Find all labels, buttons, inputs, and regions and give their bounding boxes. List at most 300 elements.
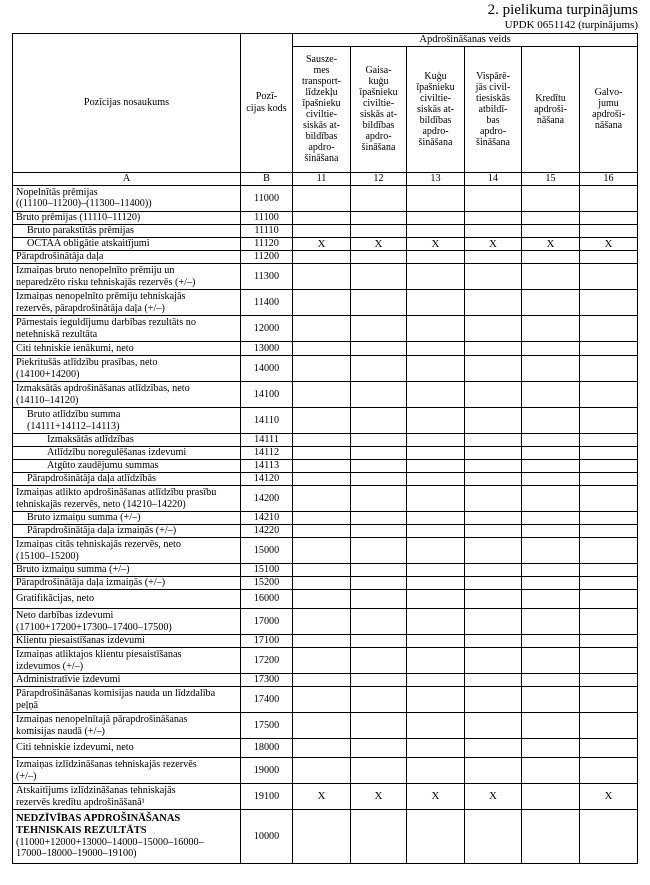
column-index-7: 16: [580, 172, 638, 185]
value-cell[interactable]: [465, 460, 522, 473]
value-cell[interactable]: [351, 460, 407, 473]
code-header: Pozī- cijas kods: [241, 34, 293, 173]
value-cell[interactable]: [522, 382, 580, 408]
value-cell[interactable]: [351, 408, 407, 434]
value-cell[interactable]: [293, 356, 351, 382]
form-code: UPDK 0651142 (turpinājums): [504, 19, 638, 31]
value-cell[interactable]: X: [407, 237, 465, 250]
value-cell[interactable]: [293, 342, 351, 356]
value-cell[interactable]: [351, 512, 407, 525]
value-cell[interactable]: [522, 211, 580, 224]
name-header: Pozīcijas nosaukums: [13, 34, 241, 173]
value-cell[interactable]: [465, 290, 522, 316]
row-label: Izmaiņas atliktajos klientu piesaistīšanas izdevumos (+/–): [13, 648, 241, 674]
value-cell[interactable]: [465, 674, 522, 687]
column-header-15: Kredītu apdroši- nāšana: [522, 46, 580, 172]
value-cell[interactable]: [465, 713, 522, 739]
table-row: [13, 434, 638, 447]
value-cell[interactable]: [522, 316, 580, 342]
value-cell[interactable]: [407, 609, 465, 635]
row-code: 17500: [241, 713, 293, 739]
value-cell[interactable]: [407, 635, 465, 648]
value-cell[interactable]: [407, 810, 465, 864]
table-row: [13, 473, 638, 486]
value-cell[interactable]: [465, 447, 522, 460]
value-cell[interactable]: [580, 648, 638, 674]
value-cell[interactable]: [580, 356, 638, 382]
value-cell[interactable]: [465, 810, 522, 864]
value-cell[interactable]: [580, 447, 638, 460]
value-cell[interactable]: [407, 434, 465, 447]
value-cell[interactable]: [407, 342, 465, 356]
value-cell[interactable]: [465, 211, 522, 224]
column-header-16: Galvo- jumu apdroši- nāšana: [580, 46, 638, 172]
value-cell[interactable]: [580, 251, 638, 264]
value-cell[interactable]: [293, 739, 351, 758]
value-cell[interactable]: [522, 687, 580, 713]
table-row: [13, 316, 638, 342]
value-cell[interactable]: [465, 486, 522, 512]
table-row: [13, 342, 638, 356]
value-cell[interactable]: [522, 564, 580, 577]
value-cell[interactable]: X: [351, 237, 407, 250]
table-row: [13, 251, 638, 264]
value-cell[interactable]: [407, 382, 465, 408]
value-cell[interactable]: [465, 609, 522, 635]
table-row: [13, 486, 638, 512]
value-cell[interactable]: [465, 758, 522, 784]
table-row: [13, 460, 638, 473]
value-cell[interactable]: [351, 810, 407, 864]
value-cell[interactable]: X: [465, 237, 522, 250]
table-row: [13, 408, 638, 434]
value-cell[interactable]: [293, 648, 351, 674]
value-cell[interactable]: [351, 342, 407, 356]
value-cell[interactable]: [522, 810, 580, 864]
value-cell[interactable]: [407, 224, 465, 237]
value-cell[interactable]: [351, 525, 407, 538]
value-cell[interactable]: [465, 316, 522, 342]
row-label: Pārapdrošinātāja daļa izmaiņās (+/–): [13, 577, 241, 590]
value-cell[interactable]: [407, 564, 465, 577]
value-cell[interactable]: [407, 577, 465, 590]
value-cell[interactable]: [522, 784, 580, 810]
value-cell[interactable]: [407, 525, 465, 538]
row-label: Izmaiņas bruto nenopelnīto prēmiju un neparedzēto risku tehniskajās rezervēs (+/–): [13, 264, 241, 290]
value-cell[interactable]: [407, 356, 465, 382]
row-label: Izmaiņas citās tehniskajās rezervēs, neto (15100–15200): [13, 538, 241, 564]
value-cell[interactable]: [522, 590, 580, 609]
value-cell[interactable]: [351, 356, 407, 382]
row-code: 14111: [241, 434, 293, 447]
value-cell[interactable]: [407, 648, 465, 674]
row-code: 14120: [241, 473, 293, 486]
value-cell[interactable]: [522, 460, 580, 473]
value-cell[interactable]: [465, 687, 522, 713]
value-cell[interactable]: X: [580, 237, 638, 250]
value-cell[interactable]: [580, 609, 638, 635]
value-cell[interactable]: [465, 251, 522, 264]
row-code: 18000: [241, 739, 293, 758]
row-code: 14200: [241, 486, 293, 512]
value-cell[interactable]: [351, 713, 407, 739]
insurance-type-header: Apdrošināšanas veids: [293, 34, 638, 47]
value-cell[interactable]: [522, 290, 580, 316]
table-row: [13, 713, 638, 739]
value-cell[interactable]: [293, 538, 351, 564]
value-cell[interactable]: [351, 251, 407, 264]
value-cell[interactable]: [580, 290, 638, 316]
row-code: 14000: [241, 356, 293, 382]
row-code: 12000: [241, 316, 293, 342]
value-cell[interactable]: [522, 224, 580, 237]
column-index-0: A: [13, 172, 241, 185]
value-cell[interactable]: [407, 538, 465, 564]
value-cell[interactable]: [522, 486, 580, 512]
row-label: Pārapdrošināšanas komisijas nauda un līdzdalība peļņā: [13, 687, 241, 713]
value-cell[interactable]: [351, 185, 407, 211]
value-cell[interactable]: [351, 434, 407, 447]
value-cell[interactable]: [293, 264, 351, 290]
row-code: 15100: [241, 564, 293, 577]
row-code: 11100: [241, 211, 293, 224]
value-cell[interactable]: [522, 609, 580, 635]
row-label: Bruto atlīdzību summa (14111+14112–14113): [13, 408, 241, 434]
value-cell[interactable]: [351, 635, 407, 648]
row-code: 15000: [241, 538, 293, 564]
column-index-5: 14: [465, 172, 522, 185]
value-cell[interactable]: [580, 713, 638, 739]
value-cell[interactable]: [580, 674, 638, 687]
value-cell[interactable]: [351, 648, 407, 674]
value-cell[interactable]: X: [465, 784, 522, 810]
value-cell[interactable]: [293, 674, 351, 687]
value-cell[interactable]: [522, 356, 580, 382]
value-cell[interactable]: [522, 447, 580, 460]
value-cell[interactable]: [351, 687, 407, 713]
value-cell[interactable]: [351, 590, 407, 609]
table-row: [13, 382, 638, 408]
value-cell[interactable]: [407, 316, 465, 342]
value-cell[interactable]: [293, 687, 351, 713]
table-row: [13, 211, 638, 224]
table-row: [13, 810, 638, 864]
value-cell[interactable]: [293, 473, 351, 486]
value-cell[interactable]: [522, 185, 580, 211]
value-cell[interactable]: [522, 473, 580, 486]
row-label: Bruto izmaiņu summa (+/–): [13, 512, 241, 525]
row-code: 14100: [241, 382, 293, 408]
row-label: Atgūto zaudējumu summas: [13, 460, 241, 473]
column-header-14: Vispārē- jās civil- tiesiskās atbildī- bas apdro- šināšana: [465, 46, 522, 172]
value-cell[interactable]: [580, 434, 638, 447]
value-cell[interactable]: [465, 739, 522, 758]
value-cell[interactable]: [580, 590, 638, 609]
value-cell[interactable]: [293, 447, 351, 460]
row-label: NEDZĪVĪBAS APDROŠINĀŠANAS TEHNISKAIS REZULTĀTS (11000+12000+13000–14000–15000–16000– 17000–18000–19000–19100): [13, 810, 241, 864]
value-cell[interactable]: [580, 224, 638, 237]
column-header-11: Sausze- mes transport- līdzekļu īpašnieku civiltie- siskās at- bildības apdro- šināšana: [293, 46, 351, 172]
value-cell[interactable]: [580, 525, 638, 538]
table-row: [13, 512, 638, 525]
table-row: [13, 687, 638, 713]
value-cell[interactable]: [351, 609, 407, 635]
row-label: Atskaitījums izlīdzināšanas tehniskajās rezervēs kredītu apdrošināšanā¹: [13, 784, 241, 810]
value-cell[interactable]: [522, 408, 580, 434]
value-cell[interactable]: [522, 739, 580, 758]
value-cell[interactable]: [407, 290, 465, 316]
value-cell[interactable]: [293, 211, 351, 224]
value-cell[interactable]: [351, 316, 407, 342]
value-cell[interactable]: [465, 224, 522, 237]
table-row: [13, 185, 638, 211]
value-cell[interactable]: [580, 810, 638, 864]
value-cell[interactable]: [407, 473, 465, 486]
column-index-1: B: [241, 172, 293, 185]
row-label: Neto darbības izdevumi (17100+17200+17300–17400–17500): [13, 609, 241, 635]
value-cell[interactable]: [407, 674, 465, 687]
value-cell[interactable]: X: [407, 784, 465, 810]
value-cell[interactable]: [293, 408, 351, 434]
row-code: 17100: [241, 635, 293, 648]
row-label: Izmaiņas nenopelnītajā pārapdrošināšanas komisijas naudā (+/–): [13, 713, 241, 739]
column-header-12: Gaisa- kuģu īpašnieku civiltie- siskās at- bildības apdro- šināšana: [351, 46, 407, 172]
value-cell[interactable]: [465, 538, 522, 564]
row-code: 17200: [241, 648, 293, 674]
value-cell[interactable]: [293, 290, 351, 316]
value-cell[interactable]: [407, 185, 465, 211]
value-cell[interactable]: [580, 460, 638, 473]
value-cell[interactable]: [522, 713, 580, 739]
row-label: Citi tehniskie izdevumi, neto: [13, 739, 241, 758]
column-index-4: 13: [407, 172, 465, 185]
value-cell[interactable]: [522, 577, 580, 590]
row-code: 14210: [241, 512, 293, 525]
value-cell[interactable]: [465, 635, 522, 648]
table-row: [13, 525, 638, 538]
value-cell[interactable]: [351, 224, 407, 237]
row-code: 11110: [241, 224, 293, 237]
value-cell[interactable]: [465, 264, 522, 290]
row-code: 17400: [241, 687, 293, 713]
value-cell[interactable]: [293, 512, 351, 525]
value-cell[interactable]: [580, 538, 638, 564]
value-cell[interactable]: [465, 185, 522, 211]
row-label: Klientu piesaistīšanas izdevumi: [13, 635, 241, 648]
row-code: 17000: [241, 609, 293, 635]
column-index-2: 11: [293, 172, 351, 185]
value-cell[interactable]: [580, 758, 638, 784]
value-cell[interactable]: [293, 758, 351, 784]
value-cell[interactable]: [407, 512, 465, 525]
value-cell[interactable]: [522, 512, 580, 525]
value-cell[interactable]: [580, 408, 638, 434]
value-cell[interactable]: [522, 758, 580, 784]
value-cell[interactable]: [293, 382, 351, 408]
value-cell[interactable]: [465, 577, 522, 590]
value-cell[interactable]: [351, 538, 407, 564]
value-cell[interactable]: [351, 447, 407, 460]
row-code: 11300: [241, 264, 293, 290]
table-row: [13, 590, 638, 609]
value-cell[interactable]: [522, 264, 580, 290]
value-cell[interactable]: [407, 460, 465, 473]
row-code: 19100: [241, 784, 293, 810]
table-row: [13, 264, 638, 290]
value-cell[interactable]: [580, 382, 638, 408]
value-cell[interactable]: [293, 564, 351, 577]
value-cell[interactable]: [465, 525, 522, 538]
value-cell[interactable]: [465, 564, 522, 577]
row-code: 11120: [241, 237, 293, 250]
value-cell[interactable]: [522, 434, 580, 447]
value-cell[interactable]: [293, 810, 351, 864]
value-cell[interactable]: [465, 473, 522, 486]
value-cell[interactable]: [580, 473, 638, 486]
value-cell[interactable]: [522, 635, 580, 648]
value-cell[interactable]: [580, 739, 638, 758]
value-cell[interactable]: [465, 408, 522, 434]
value-cell[interactable]: [522, 342, 580, 356]
value-cell[interactable]: [465, 356, 522, 382]
table-row: [13, 674, 638, 687]
value-cell[interactable]: [407, 251, 465, 264]
value-cell[interactable]: [293, 224, 351, 237]
row-label: Gratifikācijas, neto: [13, 590, 241, 609]
value-cell[interactable]: [580, 635, 638, 648]
table-row: [13, 784, 638, 810]
row-label: Pārapdrošinātāja daļa izmaiņās (+/–): [13, 525, 241, 538]
row-label: Piekritušās atlīdzību prasības, neto (14100+14200): [13, 356, 241, 382]
value-cell[interactable]: X: [293, 784, 351, 810]
value-cell[interactable]: [293, 251, 351, 264]
row-code: 13000: [241, 342, 293, 356]
value-cell[interactable]: [293, 713, 351, 739]
table-row: [13, 538, 638, 564]
table-row: [13, 609, 638, 635]
value-cell[interactable]: [580, 185, 638, 211]
row-code: 15200: [241, 577, 293, 590]
row-label: Citi tehniskie ienākumi, neto: [13, 342, 241, 356]
report-table: [12, 33, 638, 864]
value-cell[interactable]: [407, 713, 465, 739]
value-cell[interactable]: [351, 577, 407, 590]
value-cell[interactable]: [465, 648, 522, 674]
value-cell[interactable]: [351, 382, 407, 408]
row-label: Atlīdzību noregulēšanas izdevumi: [13, 447, 241, 460]
value-cell[interactable]: [407, 758, 465, 784]
table-row: [13, 577, 638, 590]
value-cell[interactable]: [293, 434, 351, 447]
value-cell[interactable]: [580, 316, 638, 342]
value-cell[interactable]: [522, 525, 580, 538]
value-cell[interactable]: [293, 525, 351, 538]
value-cell[interactable]: [351, 290, 407, 316]
value-cell[interactable]: [407, 408, 465, 434]
row-code: 19000: [241, 758, 293, 784]
row-label: Pārapdrošinātāja daļa: [13, 251, 241, 264]
value-cell[interactable]: [407, 447, 465, 460]
row-label: Pārapdrošinātāja daļa atlīdzībās: [13, 473, 241, 486]
value-cell[interactable]: [580, 486, 638, 512]
value-cell[interactable]: [465, 382, 522, 408]
value-cell[interactable]: [293, 185, 351, 211]
value-cell[interactable]: [465, 434, 522, 447]
table-row: [13, 564, 638, 577]
value-cell[interactable]: X: [351, 784, 407, 810]
row-label: Izmaksātās apdrošināšanas atlīdzības, neto (14110–14120): [13, 382, 241, 408]
row-label: Bruto izmaiņu summa (+/–): [13, 564, 241, 577]
value-cell[interactable]: [293, 635, 351, 648]
column-header-13: Kuģu īpašnieku civiltie- siskās at- bildības apdro- šināšana: [407, 46, 465, 172]
table-row: [13, 758, 638, 784]
row-code: 14220: [241, 525, 293, 538]
row-label: Nopelnītās prēmijas ((11100–11200)–(11300–11400)): [13, 185, 241, 211]
value-cell[interactable]: [580, 211, 638, 224]
value-cell[interactable]: [580, 564, 638, 577]
value-cell[interactable]: [407, 486, 465, 512]
value-cell[interactable]: [465, 590, 522, 609]
value-cell[interactable]: [522, 251, 580, 264]
value-cell[interactable]: [407, 590, 465, 609]
value-cell[interactable]: [580, 512, 638, 525]
value-cell[interactable]: [407, 264, 465, 290]
value-cell[interactable]: [351, 211, 407, 224]
value-cell[interactable]: X: [293, 237, 351, 250]
value-cell[interactable]: [580, 577, 638, 590]
value-cell[interactable]: [580, 264, 638, 290]
row-label: Bruto parakstītās prēmijas: [13, 224, 241, 237]
value-cell[interactable]: [407, 687, 465, 713]
value-cell[interactable]: X: [522, 237, 580, 250]
table-row: [13, 648, 638, 674]
value-cell[interactable]: [351, 758, 407, 784]
row-code: 17300: [241, 674, 293, 687]
value-cell[interactable]: [351, 674, 407, 687]
value-cell[interactable]: [293, 316, 351, 342]
value-cell[interactable]: [465, 512, 522, 525]
value-cell[interactable]: [580, 687, 638, 713]
value-cell[interactable]: [293, 590, 351, 609]
table-row: [13, 224, 638, 237]
table-row: [13, 356, 638, 382]
value-cell[interactable]: [293, 609, 351, 635]
row-label: Izmaksātās atlīdzības: [13, 434, 241, 447]
value-cell[interactable]: [351, 486, 407, 512]
value-cell[interactable]: [580, 342, 638, 356]
value-cell[interactable]: [351, 264, 407, 290]
row-label: Administratīvie izdevumi: [13, 674, 241, 687]
table-row: [13, 635, 638, 648]
value-cell[interactable]: [351, 739, 407, 758]
value-cell[interactable]: [293, 577, 351, 590]
column-index-3: 12: [351, 172, 407, 185]
value-cell[interactable]: [522, 538, 580, 564]
value-cell[interactable]: [293, 460, 351, 473]
value-cell[interactable]: [293, 486, 351, 512]
value-cell[interactable]: [465, 342, 522, 356]
value-cell[interactable]: [522, 674, 580, 687]
value-cell[interactable]: X: [580, 784, 638, 810]
value-cell[interactable]: [351, 473, 407, 486]
value-cell[interactable]: [522, 648, 580, 674]
row-code: 10000: [241, 810, 293, 864]
value-cell[interactable]: [407, 739, 465, 758]
value-cell[interactable]: [407, 211, 465, 224]
table-row: [13, 739, 638, 758]
row-label: Izmaiņas nenopelnīto prēmiju tehniskajās rezervēs, pārapdrošinātāja daļa (+/–): [13, 290, 241, 316]
value-cell[interactable]: [351, 564, 407, 577]
